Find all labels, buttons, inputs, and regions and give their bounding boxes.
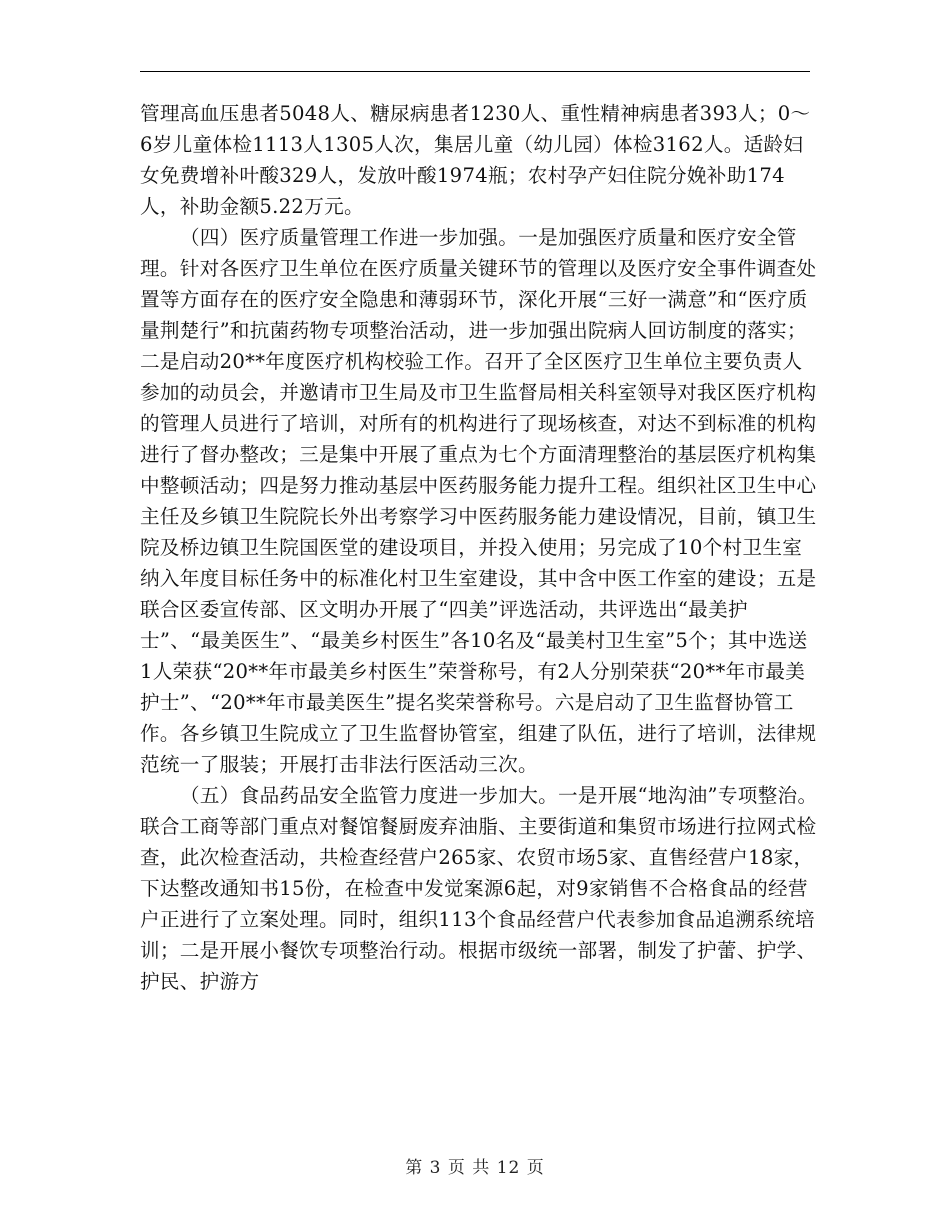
paragraph-3: （五）食品药品安全监管力度进一步加大。一是开展“地沟油”专项整治。联合工商等部门重点对餐馆餐厨废弃油脂、主要街道和集贸市场进行拉网式检查，此次检查活动，共检查经营户265家、农贸市场5家、直售经营户18家，下达整改通知书15份，在检查中发觉案源6起，对9家销售不合格食品的经营户正进行了立案处理。同时，组织113个食品经营户代表参加食品追溯系统培训；二是开展小餐饮专项整治行动。根据市级统一部署，制发了护蕾、护学、护民、护游方 [140, 784, 818, 993]
page-number-footer: 第 3 页 共 12 页 [405, 1158, 545, 1178]
document-body [140, 98, 820, 997]
paragraph-1: 管理高血压患者5048人、糖尿病患者1230人、重性精神病患者393人；0～6岁儿童体检1113人1305人次，集居儿童（幼儿园）体检3162人。适龄妇女免费增补叶酸329人，发放叶酸1974瓶；农村孕产妇住院分娩补助174人，补助金额5.22万元。 [140, 102, 811, 218]
header-rule [140, 71, 810, 72]
paragraph-2: （四）医疗质量管理工作进一步加强。一是加强医疗质量和医疗安全管理。针对各医疗卫生单位在医疗质量关键环节的管理以及医疗安全事件调查处置等方面存在的医疗安全隐患和薄弱环节，深化开展“三好一满意”和“医疗质量荆楚行”和抗菌药物专项整治活动，进一步加强出院病人回访制度的落实；二是启动20**年度医疗机构校验工作。召开了全区医疗卫生单位主要负责人参加的动员会，并邀请市卫生局及市卫生监督局相关科室领导对我区医疗机构的管理人员进行了培训，对所有的机构进行了现场核查，对达不到标准的机构进行了督办整改；三是集中开展了重点为七个方面清理整治的基层医疗机构集中整顿活动；四是努力推动基层中医药服务能力提升工程。组织社区卫生中心主任及乡镇卫生院院长外出考察学习中医药服务能力建设情况，目前，镇卫生院及桥边镇卫生院国医堂的建设项目，并投入使用；另完成了10个村卫生室纳入年度目标任务中的标准化村卫生室建设，其中含中医工作室的建设；五是联合区委宣传部、区文明办开展了“四美”评选活动，共评选出“最美护士”、“最美医生”、“最美乡村医生”各10名及“最美村卫生室”5个；其中选送1人荣获“20**年市最美乡村医生”荣誉称号，有2人分别荣获“20**年市最美护士”、“20**年市最美医生”提名奖荣誉称号。六是启动了卫生监督协管工作。各乡镇卫生院成立了卫生监督协管室，组建了队伍，进行了培训，法律规范统一了服装；开展打击非法行医活动三次。 [140, 226, 817, 776]
